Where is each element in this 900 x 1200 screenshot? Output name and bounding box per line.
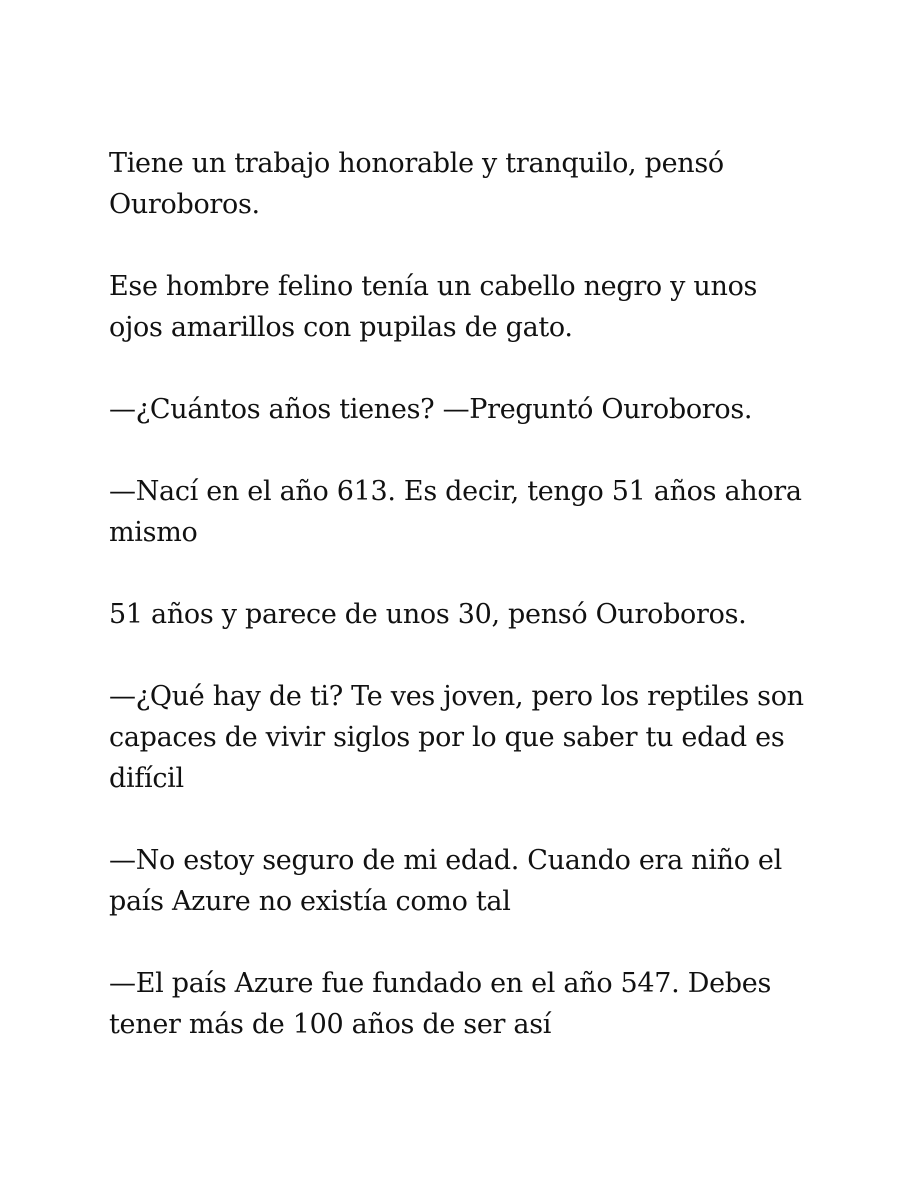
paragraph-4: —Nací en el año 613. Es decir, tengo 51 años ahora mismo bbox=[109, 476, 802, 548]
paragraph-3: —¿Cuántos años tienes? —Preguntó Ouroboros. bbox=[109, 394, 753, 425]
paragraph-8: —El país Azure fue fundado en el año 547. Debes tener más de 100 años de ser así bbox=[109, 968, 771, 1040]
paragraph-1: Tiene un trabajo honorable y tranquilo, pensó Ouroboros. bbox=[109, 148, 724, 220]
paragraph-5: 51 años y parece de unos 30, pensó Ouroboros. bbox=[109, 599, 747, 630]
story-text bbox=[109, 143, 809, 1086]
paragraph-6: —¿Qué hay de ti? Te ves joven, pero los reptiles son capaces de vivir siglos por lo que saber tu edad es difícil bbox=[109, 681, 804, 794]
paragraph-7: —No estoy seguro de mi edad. Cuando era niño el país Azure no existía como tal bbox=[109, 845, 782, 917]
paragraph-2: Ese hombre felino tenía un cabello negro y unos ojos amarillos con pupilas de gato. bbox=[109, 271, 758, 343]
